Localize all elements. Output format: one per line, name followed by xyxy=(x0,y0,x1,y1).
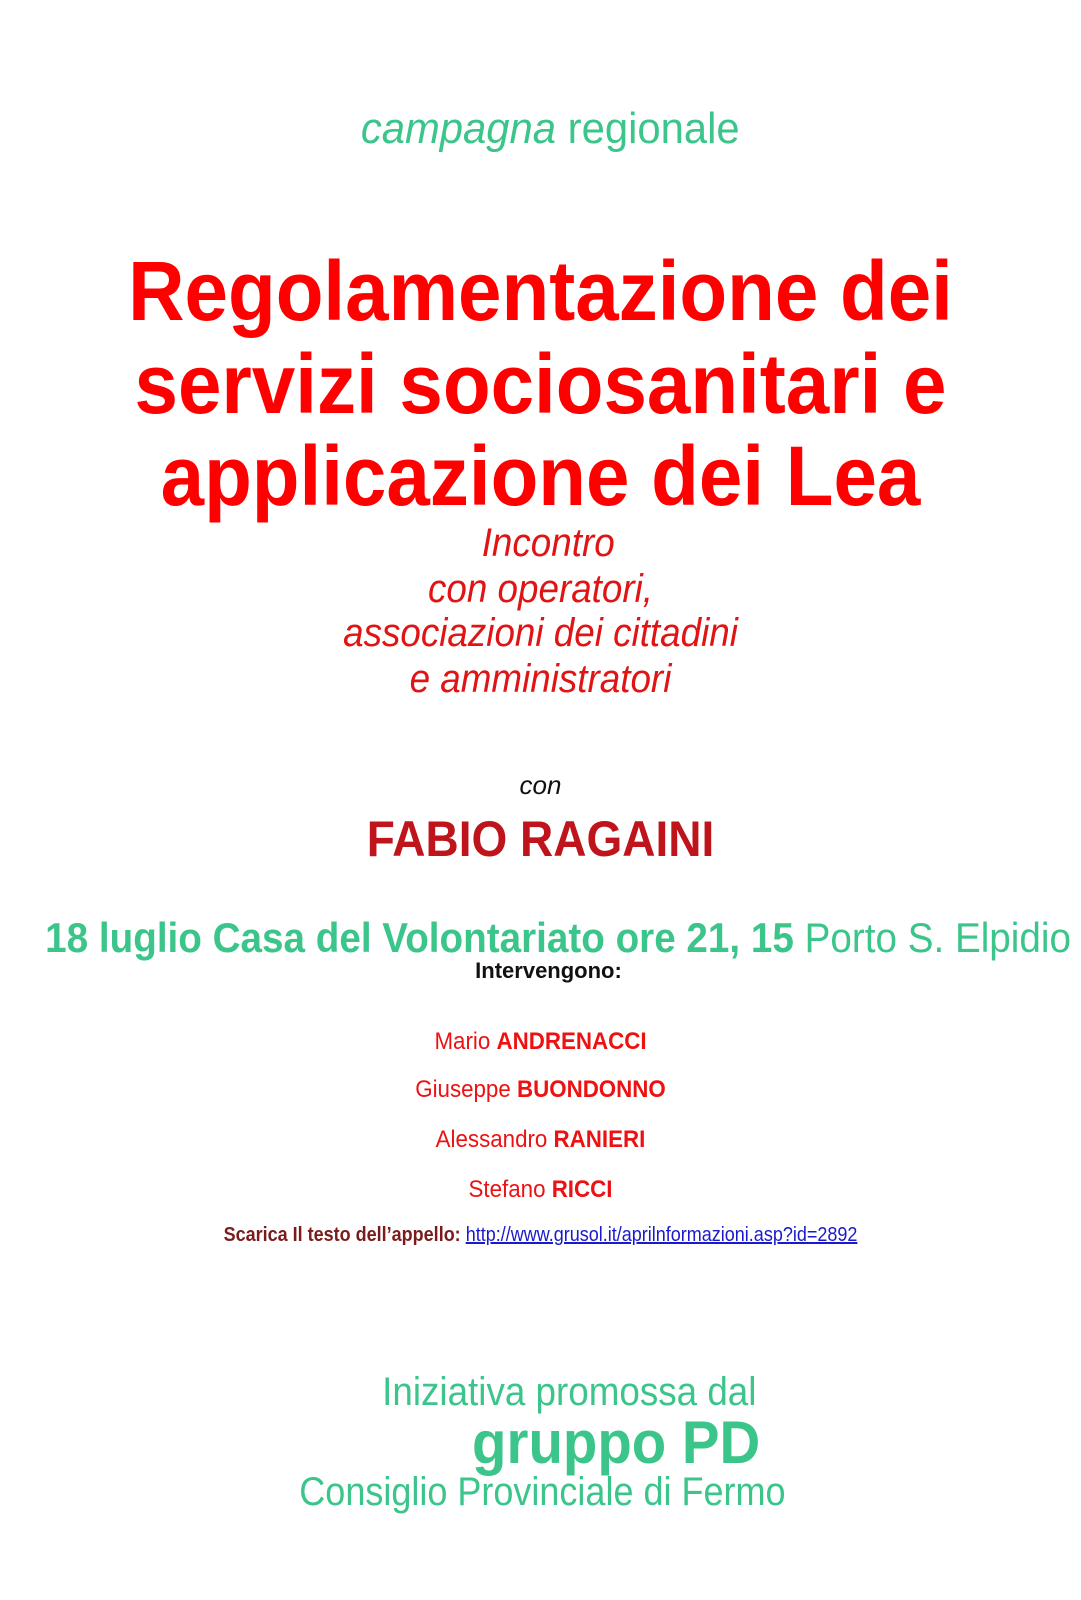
speaker-first-name: Mario xyxy=(434,1028,491,1055)
speaker-last-name: ANDRENACCI xyxy=(496,1028,647,1055)
promoter-council: Consiglio Provinciale di Fermo xyxy=(299,1470,786,1514)
speaker-item xyxy=(38,1028,1043,1056)
subtitle-line-2: con operatori, xyxy=(427,567,654,611)
speakers-heading: Intervengono: xyxy=(475,958,622,983)
speaker-prefix: con xyxy=(519,770,562,800)
title-line-2: servizi sociosanitari e xyxy=(134,337,947,431)
subtitle-line-1: Incontro xyxy=(481,521,615,565)
campaign-italic: campagna xyxy=(360,104,557,153)
title-line-3: applicazione dei Lea xyxy=(160,429,921,523)
download-row xyxy=(54,1224,1027,1247)
promoter-group-name: gruppo PD xyxy=(472,1409,761,1476)
event-details xyxy=(43,914,1071,962)
download-label: Scarica Il testo dell’appello: xyxy=(223,1224,461,1246)
speaker-item xyxy=(38,1126,1043,1154)
speaker-first-name: Alessandro xyxy=(435,1126,548,1153)
main-speaker-name: FABIO RAGAINI xyxy=(366,811,715,867)
appeal-link[interactable]: http://www.grusol.it/aprilnformazioni.asp?id=2892 xyxy=(465,1224,858,1246)
subtitle-line-3: associazioni dei cittadini xyxy=(343,611,738,655)
speaker-first-name: Giuseppe xyxy=(415,1076,511,1103)
promoter-line-1: Iniziativa promossa dal xyxy=(382,1370,757,1414)
speaker-last-name: RANIERI xyxy=(553,1126,646,1153)
title-line-1: Regolamentazione dei xyxy=(128,244,953,338)
speaker-last-name: RICCI xyxy=(551,1176,613,1203)
subtitle-line-4: e amministratori xyxy=(409,657,672,701)
event-date-time: 18 luglio Casa del Volontariato ore 21, 15 xyxy=(45,914,794,961)
speaker-item xyxy=(38,1176,1043,1204)
campaign-rest: regionale xyxy=(567,104,740,153)
speaker-item xyxy=(38,1076,1043,1104)
event-location: Porto S. Elpidio xyxy=(804,914,1071,961)
speaker-last-name: BUONDONNO xyxy=(516,1076,666,1103)
speaker-first-name: Stefano xyxy=(468,1176,546,1203)
campaign-heading xyxy=(27,104,1063,154)
